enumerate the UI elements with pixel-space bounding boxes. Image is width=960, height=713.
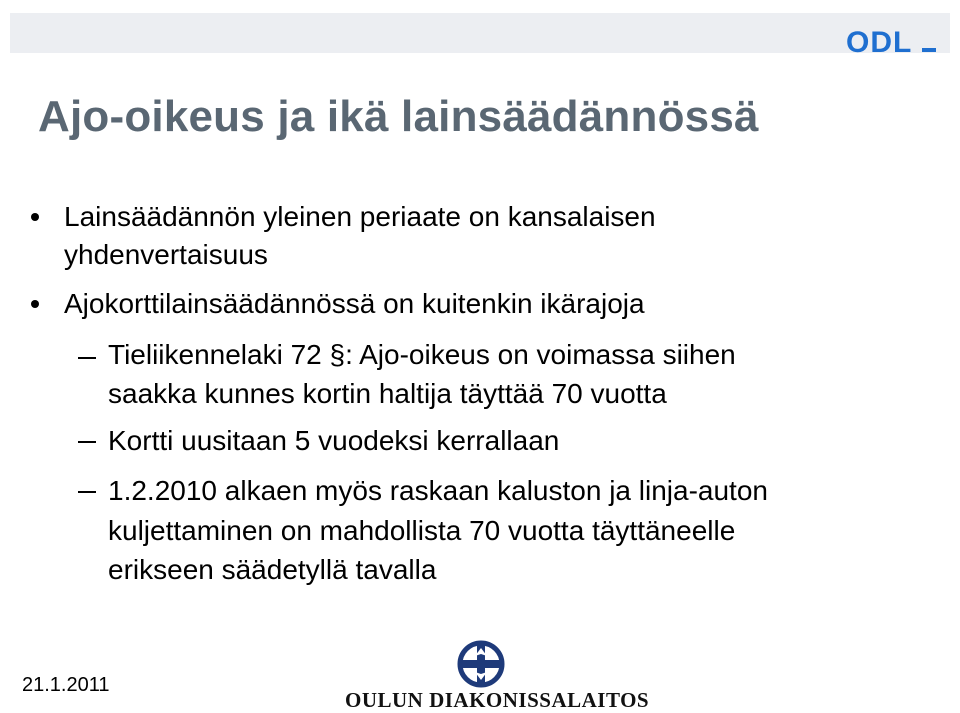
dash-marker bbox=[78, 491, 96, 493]
org-name: OULUN DIAKONISSALAITOS bbox=[345, 688, 650, 712]
subitem-1-line-2: saakka kunnes kortin haltija täyttää 70 vuotta bbox=[108, 378, 667, 409]
slide-date: 21.1.2011 bbox=[22, 674, 110, 696]
svg-text:ODL: ODL bbox=[846, 27, 913, 55]
bullet-1-line-2: yhdenvertaisuus bbox=[64, 239, 268, 270]
odl-logo bbox=[846, 27, 938, 55]
header-bar bbox=[10, 13, 950, 53]
slide-title: Ajo-oikeus ja ikä lainsäädännössä bbox=[38, 92, 759, 141]
subitem-3-line-1: 1.2.2010 alkaen myös raskaan kaluston ja linja-auton bbox=[108, 475, 768, 506]
bullet-1-line-1: Lainsäädännön yleinen periaate on kansalaisen bbox=[64, 201, 656, 232]
cross-emblem-icon bbox=[451, 640, 511, 688]
oulun-diakonissalaitos-logo bbox=[345, 640, 650, 713]
bullet-2-line-1: Ajokorttilainsäädännössä on kuitenkin ikärajoja bbox=[64, 288, 645, 319]
bullet-marker bbox=[31, 213, 39, 221]
bullet-marker bbox=[31, 300, 39, 308]
subitem-3-line-2: kuljettaminen on mahdollista 70 vuotta täyttäneelle bbox=[108, 515, 736, 546]
subitem-2-line-1: Kortti uusitaan 5 vuodeksi kerrallaan bbox=[108, 425, 560, 456]
subitem-3-line-3: erikseen säädetyllä tavalla bbox=[108, 554, 437, 585]
dash-marker bbox=[78, 441, 96, 443]
dash-marker bbox=[78, 357, 96, 359]
subitem-1-line-1: Tieliikennelaki 72 §: Ajo-oikeus on voimassa siihen bbox=[108, 339, 736, 370]
